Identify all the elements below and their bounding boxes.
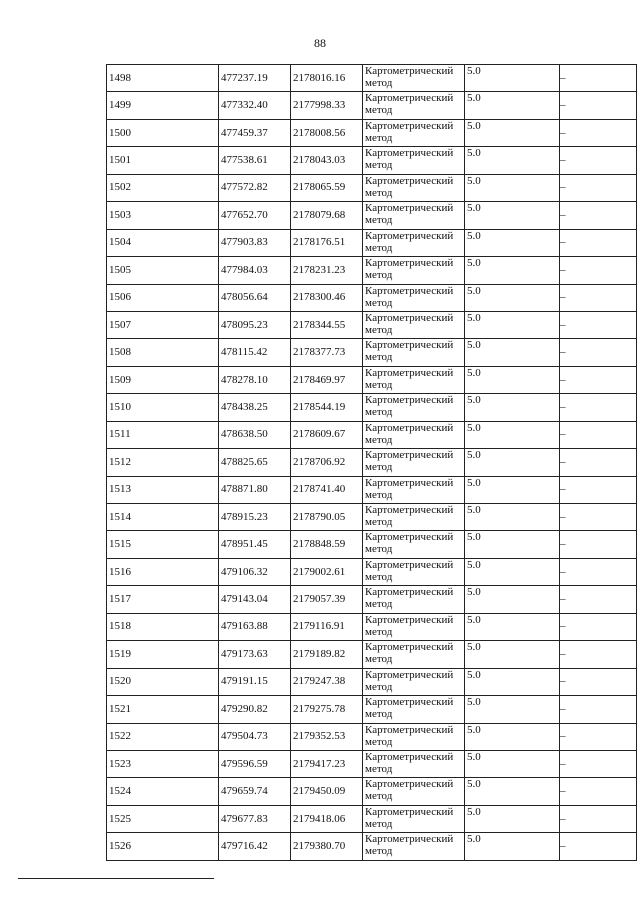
note-cell: – (560, 284, 637, 311)
method-line-2: метод (365, 296, 393, 309)
method-line-1: Картометрический (365, 229, 454, 242)
method-line-2: метод (365, 543, 393, 556)
method-cell (363, 558, 465, 585)
method-line-1: Картометрический (365, 531, 454, 544)
method-line-1: Картометрический (365, 558, 454, 571)
x-coordinate-cell: 477459.37 (219, 119, 291, 146)
note-cell: – (560, 449, 637, 476)
y-coordinate-cell: 2178377.73 (291, 339, 363, 366)
point-number-cell: 1517 (107, 586, 219, 613)
point-number-cell: 1512 (107, 449, 219, 476)
x-coordinate-cell: 479290.82 (219, 696, 291, 723)
y-coordinate-cell: 2178176.51 (291, 229, 363, 256)
method-line-2: метод (365, 433, 393, 446)
method-cell (363, 119, 465, 146)
x-coordinate-cell: 479191.15 (219, 668, 291, 695)
method-cell (363, 641, 465, 668)
y-coordinate-cell: 2178790.05 (291, 504, 363, 531)
table-row (107, 147, 637, 174)
accuracy-cell: 5.0 (465, 202, 560, 229)
method-line-2: метод (365, 241, 393, 254)
method-cell (363, 174, 465, 201)
method-line-2: метод (365, 406, 393, 419)
x-coordinate-cell: 478915.23 (219, 504, 291, 531)
method-cell (363, 668, 465, 695)
method-line-2: метод (365, 570, 393, 583)
accuracy-cell: 5.0 (465, 696, 560, 723)
note-cell: – (560, 696, 637, 723)
x-coordinate-cell: 479716.42 (219, 833, 291, 860)
point-number-cell: 1509 (107, 366, 219, 393)
table-row (107, 65, 637, 92)
note-cell: – (560, 119, 637, 146)
table-row (107, 558, 637, 585)
x-coordinate-cell: 479163.88 (219, 613, 291, 640)
x-coordinate-cell: 477538.61 (219, 147, 291, 174)
x-coordinate-cell: 478871.80 (219, 476, 291, 503)
method-line-2: метод (365, 625, 393, 638)
method-line-1: Картометрический (365, 723, 454, 736)
method-cell (363, 92, 465, 119)
x-coordinate-cell: 477652.70 (219, 202, 291, 229)
note-cell: – (560, 202, 637, 229)
method-line-1: Картометрический (365, 366, 454, 379)
method-cell (363, 229, 465, 256)
point-number-cell: 1524 (107, 778, 219, 805)
y-coordinate-cell: 2179116.91 (291, 613, 363, 640)
table-row (107, 778, 637, 805)
table-row (107, 476, 637, 503)
method-line-1: Картометрический (365, 311, 454, 324)
method-line-1: Картометрический (365, 778, 454, 791)
method-line-2: метод (365, 762, 393, 775)
y-coordinate-cell: 2178741.40 (291, 476, 363, 503)
method-line-1: Картометрический (365, 284, 454, 297)
table-body (107, 65, 637, 861)
accuracy-cell: 5.0 (465, 339, 560, 366)
table-row (107, 366, 637, 393)
table-row (107, 284, 637, 311)
point-number-cell: 1515 (107, 531, 219, 558)
note-cell: – (560, 257, 637, 284)
y-coordinate-cell: 2178065.59 (291, 174, 363, 201)
note-cell: – (560, 339, 637, 366)
method-cell (363, 449, 465, 476)
x-coordinate-cell: 477237.19 (219, 65, 291, 92)
y-coordinate-cell: 2178706.92 (291, 449, 363, 476)
method-cell (363, 339, 465, 366)
note-cell: – (560, 723, 637, 750)
x-coordinate-cell: 478278.10 (219, 366, 291, 393)
method-line-1: Картометрический (365, 147, 454, 160)
note-cell: – (560, 641, 637, 668)
y-coordinate-cell: 2178848.59 (291, 531, 363, 558)
method-cell (363, 778, 465, 805)
y-coordinate-cell: 2179380.70 (291, 833, 363, 860)
method-cell (363, 723, 465, 750)
method-line-1: Картометрический (365, 421, 454, 434)
method-line-1: Картометрический (365, 394, 454, 407)
accuracy-cell: 5.0 (465, 476, 560, 503)
accuracy-cell: 5.0 (465, 833, 560, 860)
method-line-1: Картометрический (365, 339, 454, 352)
accuracy-cell: 5.0 (465, 586, 560, 613)
accuracy-cell: 5.0 (465, 257, 560, 284)
point-number-cell: 1513 (107, 476, 219, 503)
table-row (107, 504, 637, 531)
method-line-2: метод (365, 488, 393, 501)
method-cell (363, 833, 465, 860)
point-number-cell: 1520 (107, 668, 219, 695)
method-line-2: метод (365, 104, 393, 117)
table-row (107, 613, 637, 640)
y-coordinate-cell: 2179418.06 (291, 805, 363, 832)
accuracy-cell: 5.0 (465, 778, 560, 805)
method-line-1: Картометрический (365, 750, 454, 763)
accuracy-cell: 5.0 (465, 613, 560, 640)
y-coordinate-cell: 2178008.56 (291, 119, 363, 146)
method-line-1: Картометрический (365, 476, 454, 489)
table-row (107, 421, 637, 448)
point-number-cell: 1516 (107, 558, 219, 585)
table-row (107, 805, 637, 832)
method-line-1: Картометрический (365, 696, 454, 709)
table-row (107, 119, 637, 146)
point-number-cell: 1505 (107, 257, 219, 284)
table-row (107, 257, 637, 284)
accuracy-cell: 5.0 (465, 147, 560, 174)
x-coordinate-cell: 478825.65 (219, 449, 291, 476)
accuracy-cell: 5.0 (465, 504, 560, 531)
accuracy-cell: 5.0 (465, 449, 560, 476)
note-cell: – (560, 421, 637, 448)
note-cell: – (560, 531, 637, 558)
footnote-divider (18, 878, 214, 879)
x-coordinate-cell: 477332.40 (219, 92, 291, 119)
method-line-2: метод (365, 845, 393, 858)
y-coordinate-cell: 2179275.78 (291, 696, 363, 723)
y-coordinate-cell: 2177998.33 (291, 92, 363, 119)
point-number-cell: 1503 (107, 202, 219, 229)
method-line-2: метод (365, 214, 393, 227)
point-number-cell: 1521 (107, 696, 219, 723)
y-coordinate-cell: 2179057.39 (291, 586, 363, 613)
method-cell (363, 366, 465, 393)
note-cell: – (560, 92, 637, 119)
accuracy-cell: 5.0 (465, 641, 560, 668)
method-line-2: метод (365, 790, 393, 803)
note-cell: – (560, 668, 637, 695)
method-line-2: метод (365, 159, 393, 172)
x-coordinate-cell: 478638.50 (219, 421, 291, 448)
x-coordinate-cell: 477903.83 (219, 229, 291, 256)
point-number-cell: 1519 (107, 641, 219, 668)
y-coordinate-cell: 2178043.03 (291, 147, 363, 174)
method-cell (363, 476, 465, 503)
x-coordinate-cell: 478951.45 (219, 531, 291, 558)
x-coordinate-cell: 478056.64 (219, 284, 291, 311)
table-row (107, 696, 637, 723)
method-line-2: метод (365, 351, 393, 364)
method-line-1: Картометрический (365, 449, 454, 462)
method-cell (363, 421, 465, 448)
x-coordinate-cell: 479677.83 (219, 805, 291, 832)
point-number-cell: 1511 (107, 421, 219, 448)
point-number-cell: 1501 (107, 147, 219, 174)
point-number-cell: 1525 (107, 805, 219, 832)
method-line-1: Картометрический (365, 119, 454, 132)
y-coordinate-cell: 2178016.16 (291, 65, 363, 92)
method-cell (363, 613, 465, 640)
note-cell: – (560, 833, 637, 860)
method-line-2: метод (365, 653, 393, 666)
method-line-2: метод (365, 708, 393, 721)
note-cell: – (560, 147, 637, 174)
x-coordinate-cell: 479106.32 (219, 558, 291, 585)
point-number-cell: 1522 (107, 723, 219, 750)
method-cell (363, 257, 465, 284)
point-number-cell: 1507 (107, 311, 219, 338)
y-coordinate-cell: 2178344.55 (291, 311, 363, 338)
table-row (107, 394, 637, 421)
note-cell: – (560, 805, 637, 832)
accuracy-cell: 5.0 (465, 558, 560, 585)
method-line-2: метод (365, 598, 393, 611)
method-line-2: метод (365, 461, 393, 474)
point-number-cell: 1523 (107, 750, 219, 777)
table-row (107, 833, 637, 860)
accuracy-cell: 5.0 (465, 421, 560, 448)
table-row (107, 229, 637, 256)
y-coordinate-cell: 2179352.53 (291, 723, 363, 750)
accuracy-cell: 5.0 (465, 119, 560, 146)
point-number-cell: 1506 (107, 284, 219, 311)
y-coordinate-cell: 2179002.61 (291, 558, 363, 585)
y-coordinate-cell: 2178231.23 (291, 257, 363, 284)
accuracy-cell: 5.0 (465, 723, 560, 750)
y-coordinate-cell: 2178544.19 (291, 394, 363, 421)
method-line-1: Картометрический (365, 504, 454, 516)
method-cell (363, 65, 465, 92)
point-number-cell: 1518 (107, 613, 219, 640)
method-line-2: метод (365, 516, 393, 528)
accuracy-cell: 5.0 (465, 65, 560, 92)
y-coordinate-cell: 2179417.23 (291, 750, 363, 777)
accuracy-cell: 5.0 (465, 174, 560, 201)
method-line-1: Картометрический (365, 586, 454, 599)
method-cell (363, 696, 465, 723)
method-line-2: метод (365, 269, 393, 282)
note-cell: – (560, 504, 637, 531)
table-row (107, 723, 637, 750)
note-cell: – (560, 778, 637, 805)
point-number-cell: 1502 (107, 174, 219, 201)
accuracy-cell: 5.0 (465, 750, 560, 777)
x-coordinate-cell: 477984.03 (219, 257, 291, 284)
y-coordinate-cell: 2178469.97 (291, 366, 363, 393)
table-row (107, 586, 637, 613)
table-row (107, 449, 637, 476)
x-coordinate-cell: 479596.59 (219, 750, 291, 777)
accuracy-cell: 5.0 (465, 394, 560, 421)
method-cell (363, 586, 465, 613)
method-cell (363, 147, 465, 174)
accuracy-cell: 5.0 (465, 229, 560, 256)
x-coordinate-cell: 479659.74 (219, 778, 291, 805)
method-line-1: Картометрический (365, 641, 454, 654)
x-coordinate-cell: 479504.73 (219, 723, 291, 750)
table-row (107, 668, 637, 695)
method-line-2: метод (365, 735, 393, 748)
accuracy-cell: 5.0 (465, 805, 560, 832)
accuracy-cell: 5.0 (465, 284, 560, 311)
method-line-1: Картометрический (365, 202, 454, 215)
method-line-1: Картометрический (365, 92, 454, 105)
note-cell: – (560, 750, 637, 777)
y-coordinate-cell: 2178609.67 (291, 421, 363, 448)
method-line-2: метод (365, 77, 393, 89)
point-number-cell: 1500 (107, 119, 219, 146)
method-cell (363, 531, 465, 558)
note-cell: – (560, 311, 637, 338)
note-cell: – (560, 586, 637, 613)
method-line-1: Картометрический (365, 668, 454, 681)
x-coordinate-cell: 479143.04 (219, 586, 291, 613)
x-coordinate-cell: 478095.23 (219, 311, 291, 338)
method-cell (363, 202, 465, 229)
method-cell (363, 504, 465, 531)
table-row (107, 641, 637, 668)
method-line-2: метод (365, 131, 393, 144)
method-cell (363, 394, 465, 421)
method-line-1: Картометрический (365, 805, 454, 818)
accuracy-cell: 5.0 (465, 92, 560, 119)
method-cell (363, 805, 465, 832)
table-row (107, 174, 637, 201)
coordinates-table (106, 64, 637, 861)
y-coordinate-cell: 2179450.09 (291, 778, 363, 805)
method-cell (363, 284, 465, 311)
method-line-2: метод (365, 680, 393, 693)
accuracy-cell: 5.0 (465, 668, 560, 695)
method-cell (363, 311, 465, 338)
y-coordinate-cell: 2179247.38 (291, 668, 363, 695)
method-cell (363, 750, 465, 777)
accuracy-cell: 5.0 (465, 531, 560, 558)
method-line-1: Картометрический (365, 833, 454, 846)
accuracy-cell: 5.0 (465, 311, 560, 338)
point-number-cell: 1510 (107, 394, 219, 421)
y-coordinate-cell: 2179189.82 (291, 641, 363, 668)
y-coordinate-cell: 2178079.68 (291, 202, 363, 229)
table-row (107, 750, 637, 777)
table-row (107, 531, 637, 558)
note-cell: – (560, 366, 637, 393)
table-row (107, 339, 637, 366)
x-coordinate-cell: 478438.25 (219, 394, 291, 421)
point-number-cell: 1499 (107, 92, 219, 119)
method-line-2: метод (365, 817, 393, 830)
point-number-cell: 1498 (107, 65, 219, 92)
method-line-2: метод (365, 323, 393, 336)
table-row (107, 202, 637, 229)
note-cell: – (560, 65, 637, 92)
method-line-1: Картометрический (365, 613, 454, 626)
x-coordinate-cell: 478115.42 (219, 339, 291, 366)
method-line-1: Картометрический (365, 65, 454, 77)
page-number: 88 (314, 36, 326, 50)
point-number-cell: 1504 (107, 229, 219, 256)
x-coordinate-cell: 479173.63 (219, 641, 291, 668)
x-coordinate-cell: 477572.82 (219, 174, 291, 201)
point-number-cell: 1514 (107, 504, 219, 531)
method-line-2: метод (365, 186, 393, 199)
table-row (107, 92, 637, 119)
accuracy-cell: 5.0 (465, 366, 560, 393)
point-number-cell: 1508 (107, 339, 219, 366)
method-line-1: Картометрический (365, 257, 454, 270)
note-cell: – (560, 476, 637, 503)
note-cell: – (560, 558, 637, 585)
method-line-2: метод (365, 378, 393, 391)
method-line-1: Картометрический (365, 174, 454, 187)
note-cell: – (560, 174, 637, 201)
point-number-cell: 1526 (107, 833, 219, 860)
y-coordinate-cell: 2178300.46 (291, 284, 363, 311)
table-row (107, 311, 637, 338)
note-cell: – (560, 613, 637, 640)
note-cell: – (560, 229, 637, 256)
note-cell: – (560, 394, 637, 421)
